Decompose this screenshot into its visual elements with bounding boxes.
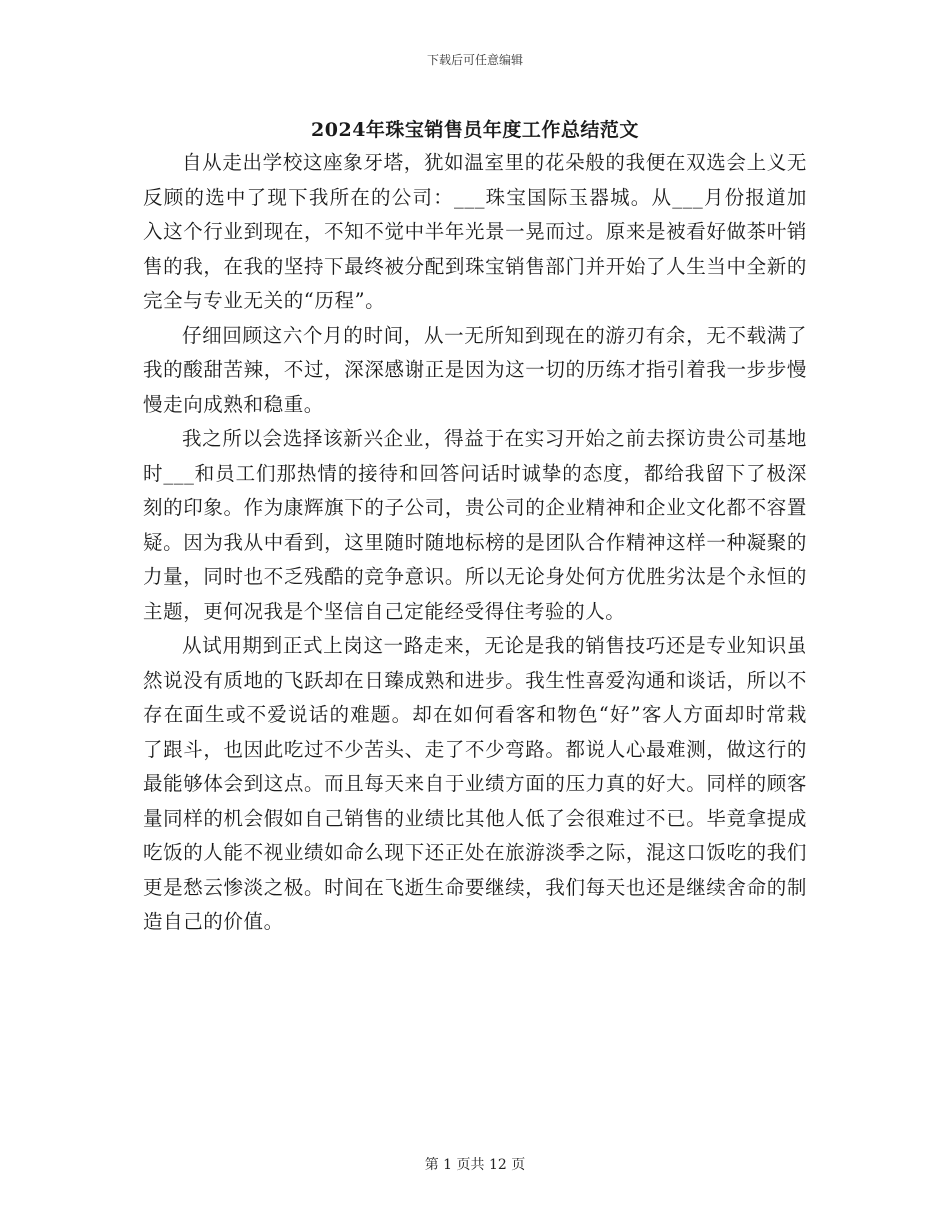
paragraph-4: 从试用期到正式上岗这一路走来，无论是我的销售技巧还是专业知识虽然说没有质地的飞跃却在日臻成熟和进步。我生性喜爱沟通和谈话，所以不存在面生或不爱说话的难题。却在如何看客和物色“好”客人方面却时常栽了跟斗，也因此吃过不少苦头、走了不少弯路。都说人心最难测，做这行的最能够体会到这点。而且每天来自于业绩方面的压力真的好大。同样的顾客量同样的机会假如自己销售的业绩比其他人低了会很难过不已。毕竟拿提成吃饭的人能不视业绩如命么现下还正处在旅游淡季之际，混这口饭吃的我们更是愁云惨淡之极。时间在飞逝生命要继续，我们每天也还是继续舍命的制造自己的价值。: [143, 634, 807, 933]
page-header-note: 下载后可任意编辑: [426, 53, 523, 67]
paragraph-1: 自从走出学校这座象牙塔，犹如温室里的花朵般的我便在双选会上义无反顾的选中了现下我所在的公司：___珠宝国际玉器城。从___月份报道加入这个行业到现在，不知不觉中半年光景一晃而过。原来是被看好做茶叶销售的我，在我的坚持下最终被分配到珠宝销售部门并开始了人生当中全新的完全与专业无关的“历程”。: [143, 151, 807, 312]
paragraph-2: 仔细回顾这六个月的时间，从一无所知到现在的游刃有余，无不载满了我的酸甜苦辣，不过，深深感谢正是因为这一切的历练才指引着我一步步慢慢走向成熟和稳重。: [143, 323, 807, 416]
page-number: 第 1 页共 12 页: [424, 1157, 526, 1173]
paragraph-3: 我之所以会选择该新兴企业，得益于在实习开始之前去探访贵公司基地时___和员工们那热情的接待和回答问话时诚挚的态度，都给我留下了极深刻的印象。作为康辉旗下的子公司，贵公司的企业精神和企业文化都不容置疑。因为我从中看到，这里随时随地标榜的是团队合作精神这样一种凝聚的力量，同时也不乏残酷的竞争意识。所以无论身处何方优胜劣汰是个永恒的主题，更何况我是个坚信自己定能经受得住考验的人。: [143, 427, 807, 623]
document-title: 2024年珠宝销售员年度工作总结范文: [311, 119, 639, 141]
document-body: [143, 110, 807, 940]
